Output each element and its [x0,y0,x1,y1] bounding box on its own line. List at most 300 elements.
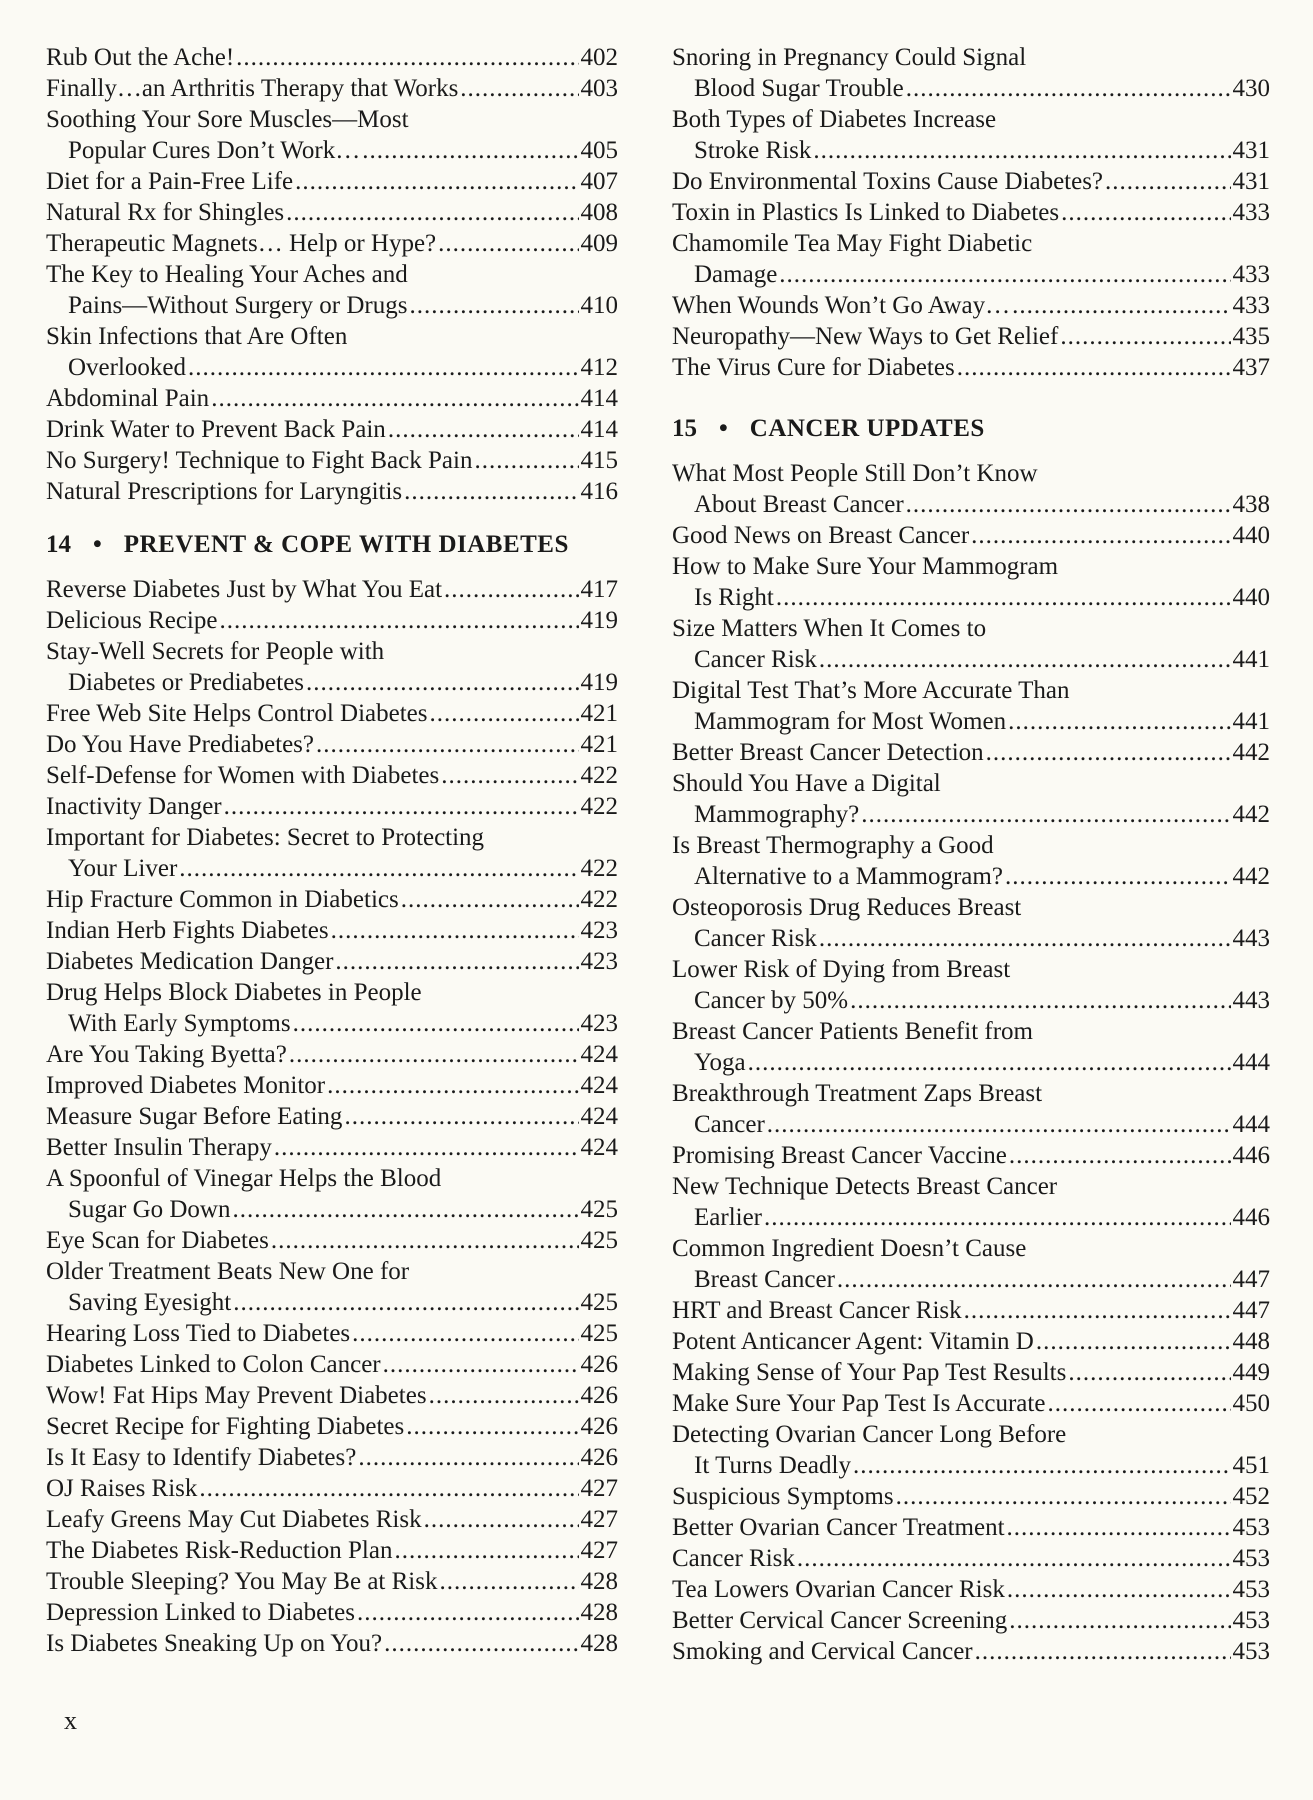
entry-title-line [46,1101,618,1132]
toc-entry [46,1256,618,1318]
dot-leader [388,414,579,445]
dot-leader [211,383,578,414]
entry-title-line [672,197,1270,228]
entry-title: Secret Recipe for Fighting Diabetes [46,1413,405,1440]
entry-title: Reverse Diabetes Just by What You Eat [46,576,443,603]
page-number: x [64,1706,77,1735]
dot-leader [1007,1512,1231,1543]
entry-title: OJ Raises Risk [46,1475,198,1502]
entry-title: Size Matters When It Comes to [672,615,987,642]
entry-title: Should You Have a Digital [672,770,941,797]
toc-entry [46,1411,618,1442]
dot-leader [1008,706,1230,737]
dot-leader [474,445,578,476]
chapter-number: 15 [672,415,697,442]
entry-title: Wow! Fat Hips May Prevent Diabetes [46,1382,427,1409]
toc-entry [672,1388,1270,1419]
entry-page-number: 446 [1232,1204,1270,1231]
toc-entry [672,290,1270,321]
entry-title: Hip Fracture Common in Diabetics [46,886,399,913]
entry-title: The Diabetes Risk-Reduction Plan [46,1537,393,1564]
entry-page-number: 433 [1232,292,1270,319]
entry-title-line [672,104,1270,135]
dot-leader [861,799,1230,830]
entry-page-number: 409 [580,230,618,257]
entry-title: Popular Cures Don’t Work… [68,137,361,164]
entry-page-number: 422 [580,762,618,789]
entry-page-number: 405 [580,137,618,164]
entry-page-number: 433 [1232,261,1270,288]
dot-leader [383,1349,579,1380]
entry-title: Is Breast Thermography a Good [672,832,994,859]
entry-page-number: 425 [580,1196,618,1223]
entry-title-line [672,321,1270,352]
entry-page-number: 437 [1232,354,1270,381]
entry-title-line [672,1171,1270,1202]
entry-title-line [672,1605,1270,1636]
entry-page-number: 424 [580,1103,618,1130]
entry-title-line [46,1318,618,1349]
entry-title-line [672,1574,1270,1605]
entry-title-line [672,166,1270,197]
entry-title-line [46,383,618,414]
dot-leader [199,1473,578,1504]
entry-title-continuation [672,861,1270,892]
chapter-title: CANCER UPDATES [749,415,985,442]
entry-title: Cancer by 50% [694,987,849,1014]
entry-page-number: 453 [1232,1638,1270,1665]
entry-title-continuation [672,644,1270,675]
toc-entry [46,636,618,698]
entry-page-number: 442 [1232,863,1270,890]
entry-title-line [46,1349,618,1380]
dot-leader [224,791,579,822]
entry-title-line [672,675,1270,706]
toc-entry [46,414,618,445]
entry-title: Earlier [694,1204,763,1231]
entry-title-continuation [672,582,1270,613]
toc-entry [46,1318,618,1349]
entry-title: Your Liver [68,855,178,882]
dot-leader [1061,197,1230,228]
chapter-heading-15 [672,413,1270,444]
entry-title-continuation [672,1047,1270,1078]
dot-leader [394,1535,578,1566]
dot-leader [819,644,1231,675]
toc-entry [672,892,1270,954]
entry-title-continuation [672,1109,1270,1140]
entry-page-number: 450 [1232,1390,1270,1417]
entry-title: Toxin in Plastics Is Linked to Diabetes [672,199,1060,226]
entry-page-number: 430 [1232,75,1270,102]
chapter-15-entries [672,458,1270,1667]
dot-leader [853,1450,1231,1481]
entry-page-number: 428 [580,1630,618,1657]
entry-title-line [46,1411,618,1442]
entry-title: Are You Taking Byetta? [46,1041,287,1068]
entry-page-number: 419 [580,669,618,696]
entry-title-line [46,1132,618,1163]
entry-page-number: 449 [1232,1359,1270,1386]
toc-entry [672,1140,1270,1171]
entry-title-line [672,1233,1270,1264]
entry-title: Therapeutic Magnets… Help or Hype? [46,230,437,257]
entry-title: Neuropathy—New Ways to Get Relief [672,323,1059,350]
entry-title-line [672,954,1270,985]
toc-entry [672,42,1270,104]
entry-title: Blood Sugar Trouble [694,75,904,102]
toc-entry [46,445,618,476]
entry-page-number: 447 [1232,1266,1270,1293]
entry-title-line [46,884,618,915]
entry-title: Free Web Site Helps Control Diabetes [46,700,428,727]
entry-title: Breast Cancer Patients Benefit from [672,1018,1033,1045]
entry-title: No Surgery! Technique to Fight Back Pain [46,447,473,474]
toc-entry [46,1101,618,1132]
entry-title: Is Diabetes Sneaking Up on You? [46,1630,383,1657]
entry-title-line [46,1256,618,1287]
toc-entry [672,1543,1270,1574]
entry-page-number: 442 [1232,801,1270,828]
entry-title: Hearing Loss Tied to Diabetes [46,1320,351,1347]
dot-leader [406,1411,578,1442]
entry-title: Cancer [694,1111,765,1138]
dot-leader [906,73,1231,104]
toc-entry [46,228,618,259]
entry-title: The Key to Healing Your Aches and [46,261,408,288]
dot-leader [1012,290,1230,321]
entry-page-number: 422 [580,793,618,820]
entry-title-line [672,352,1270,383]
dot-leader [779,259,1230,290]
dot-leader [233,1287,578,1318]
left-top-entries [46,42,618,507]
dot-leader [316,729,578,760]
entry-title-line [672,1419,1270,1450]
entry-title: Better Ovarian Cancer Treatment [672,1514,1005,1541]
entry-title: Tea Lowers Ovarian Cancer Risk [672,1576,1005,1603]
entry-title: Is Right [694,584,774,611]
dot-leader [401,884,579,915]
entry-title-continuation [46,667,618,698]
chapter-heading-14 [46,529,618,560]
entry-title-line [672,1326,1270,1357]
toc-entry [46,42,618,73]
toc-entry [672,352,1270,383]
entry-title: Better Cervical Cancer Screening [672,1607,1008,1634]
entry-page-number: 408 [580,199,618,226]
entry-title-line [46,445,618,476]
entry-page-number: 453 [1232,1607,1270,1634]
toc-entry [672,1574,1270,1605]
entry-title: Common Ingredient Doesn’t Cause [672,1235,1027,1262]
entry-title-line [46,636,618,667]
dot-leader [188,352,578,383]
dot-leader [1009,1140,1231,1171]
entry-title: Inactivity Danger [46,793,222,820]
entry-title: Rub Out the Ache! [46,44,235,71]
toc-entry [46,259,618,321]
entry-title-line [46,698,618,729]
entry-page-number: 425 [580,1227,618,1254]
toc-entry [672,166,1270,197]
dot-leader [293,1008,579,1039]
entry-page-number: 443 [1232,925,1270,952]
entry-title-continuation [672,73,1270,104]
entry-title: Damage [694,261,778,288]
toc-entry [672,1295,1270,1326]
entry-page-number: 428 [580,1599,618,1626]
entry-title: New Technique Detects Breast Cancer [672,1173,1058,1200]
toc-entry [672,1326,1270,1357]
entry-title-line [672,458,1270,489]
entry-title: Eye Scan for Diabetes [46,1227,269,1254]
chapter-bullet: • [93,531,102,558]
dot-leader [1036,1326,1231,1357]
entry-page-number: 443 [1232,987,1270,1014]
dot-leader [957,352,1231,383]
entry-title: Osteoporosis Drug Reduces Breast [672,894,1022,921]
entry-title: Snoring in Pregnancy Could Signal [672,44,1027,71]
dot-leader [179,853,578,884]
toc-entry [46,977,618,1039]
entry-title-line [46,1566,618,1597]
dot-leader [424,1504,579,1535]
toc-entry [672,675,1270,737]
entry-page-number: 427 [580,1537,618,1564]
entry-title-continuation [672,985,1270,1016]
entry-title-line [672,1512,1270,1543]
entry-title: Drink Water to Prevent Back Pain [46,416,386,443]
entry-title-continuation [672,923,1270,954]
toc-entry [46,1628,618,1659]
toc-entry [46,729,618,760]
entry-page-number: 441 [1232,708,1270,735]
entry-title-line [672,1481,1270,1512]
entry-title: Breakthrough Treatment Zaps Breast [672,1080,1043,1107]
entry-title: When Wounds Won’t Go Away… [672,292,1011,319]
entry-title: Potent Anticancer Agent: Vitamin D [672,1328,1034,1355]
entry-title: Alternative to a Mammogram? [694,863,1003,890]
entry-title: Good News on Breast Cancer [672,522,970,549]
entry-title-line [672,1295,1270,1326]
dot-leader [295,166,578,197]
entry-title-line [46,1070,618,1101]
toc-entry [672,1636,1270,1667]
dot-leader [971,520,1230,551]
entry-title-line [672,1388,1270,1419]
toc-entry [46,1132,618,1163]
entry-title-continuation [46,1008,618,1039]
entry-title-line [46,1442,618,1473]
toc-entry [672,737,1270,768]
dot-leader [236,42,578,73]
entry-title: The Virus Cure for Diabetes [672,354,955,381]
entry-page-number: 431 [1232,137,1270,164]
toc-entry [46,383,618,414]
dot-leader [344,1101,578,1132]
entry-title: Digital Test That’s More Accurate Than [672,677,1070,704]
entry-title-line [46,73,618,104]
entry-title: Both Types of Diabetes Increase [672,106,997,133]
entry-title: With Early Symptoms [68,1010,291,1037]
dot-leader [271,1225,579,1256]
entry-page-number: 423 [580,917,618,944]
entry-title-line [46,1380,618,1411]
entry-title: Stroke Risk [694,137,812,164]
dot-leader [748,1047,1231,1078]
dot-leader [274,1132,579,1163]
entry-title: Making Sense of Your Pap Test Results [672,1359,1067,1386]
entry-title-line [672,551,1270,582]
entry-title: Abdominal Pain [46,385,210,412]
dot-leader [219,605,578,636]
entry-title: Mammography? [694,801,860,828]
dot-leader [352,1318,578,1349]
toc-entry [46,760,618,791]
toc-entry [672,321,1270,352]
entry-page-number: 422 [580,855,618,882]
entry-title-line [46,760,618,791]
chapter-14-entries [46,574,618,1659]
entry-title-line [46,1163,618,1194]
entry-page-number: 423 [580,948,618,975]
entry-title-line [672,1016,1270,1047]
entry-title: It Turns Deadly [694,1452,851,1479]
dot-leader [289,1039,579,1070]
toc-entry [46,104,618,166]
entry-title-continuation [672,259,1270,290]
entry-title: Trouble Sleeping? You May Be at Risk [46,1568,438,1595]
entry-page-number: 453 [1232,1514,1270,1541]
entry-title-line [46,104,618,135]
entry-page-number: 452 [1232,1483,1270,1510]
toc-entry [46,1163,618,1225]
dot-leader [797,1543,1231,1574]
entry-title: Smoking and Cervical Cancer [672,1638,973,1665]
dot-leader [384,1628,578,1659]
entry-page-number: 435 [1232,323,1270,350]
entry-page-number: 427 [580,1475,618,1502]
entry-page-number: 447 [1232,1297,1270,1324]
toc-entry [46,946,618,977]
toc-entry [46,1380,618,1411]
entry-title: Breast Cancer [694,1266,835,1293]
entry-title: Older Treatment Beats New One for [46,1258,410,1285]
dot-leader [1060,321,1230,352]
toc-entry [672,104,1270,166]
toc-entry [672,954,1270,1016]
entry-title-line [46,791,618,822]
entry-title: Cancer Risk [672,1545,795,1572]
entry-page-number: 423 [580,1010,618,1037]
toc-entry [46,1473,618,1504]
entry-title: Diabetes Medication Danger [46,948,334,975]
entry-title: Better Breast Cancer Detection [672,739,984,766]
entry-page-number: 403 [580,75,618,102]
entry-page-number: 416 [580,478,618,505]
entry-title: Finally…an Arthritis Therapy that Works [46,75,459,102]
dot-leader [837,1264,1231,1295]
dot-leader [1068,1357,1230,1388]
left-column [46,42,618,1659]
dot-leader [335,946,578,977]
toc-entry [46,1442,618,1473]
dot-leader [813,135,1230,166]
entry-title-line [46,476,618,507]
toc-entry [672,1512,1270,1543]
dot-leader [404,476,578,507]
toc-entry [46,822,618,884]
entry-title: Self-Defense for Women with Diabetes [46,762,440,789]
dot-leader [1047,1388,1230,1419]
toc-entry [672,1357,1270,1388]
entry-page-number: 431 [1232,168,1270,195]
entry-title-line [672,228,1270,259]
entry-title-continuation [672,1202,1270,1233]
entry-title-line [46,1597,618,1628]
entry-title-line [672,737,1270,768]
entry-title-line [672,1140,1270,1171]
entry-title: Soothing Your Sore Muscles—Most [46,106,409,133]
dot-leader [1105,166,1230,197]
entry-page-number: 441 [1232,646,1270,673]
entry-title-line [46,321,618,352]
entry-title: Mammogram for Most Women [694,708,1007,735]
dot-leader [1005,861,1231,892]
entry-page-number: 428 [580,1568,618,1595]
dot-leader [975,1636,1231,1667]
entry-page-number: 444 [1232,1049,1270,1076]
entry-title-line [672,42,1270,73]
entry-title: Pains—Without Surgery or Drugs [68,292,408,319]
entry-title-continuation [46,290,618,321]
toc-entry [672,197,1270,228]
dot-leader [327,1070,578,1101]
entry-title-line [46,605,618,636]
entry-title: Diabetes or Prediabetes [68,669,305,696]
dot-leader [776,582,1231,613]
entry-title-continuation [672,799,1270,830]
dot-leader [1007,1574,1231,1605]
entry-title-line [46,1039,618,1070]
dot-leader [906,489,1231,520]
right-top-entries [672,42,1270,383]
entry-page-number: 415 [580,447,618,474]
toc-entry [672,228,1270,290]
entry-page-number: 414 [580,416,618,443]
dot-leader [429,1380,579,1411]
entry-title-line [46,1473,618,1504]
chapter-number: 14 [46,531,71,558]
dot-leader [1009,1605,1230,1636]
entry-title: Lower Risk of Dying from Breast [672,956,1011,983]
toc-entry [672,1605,1270,1636]
entry-page-number: 438 [1232,491,1270,518]
entry-title: Sugar Go Down [68,1196,231,1223]
entry-page-number: 424 [580,1072,618,1099]
entry-title-line [672,1078,1270,1109]
dot-leader [964,1295,1231,1326]
toc-entry [46,605,618,636]
entry-page-number: 412 [580,354,618,381]
toc-entry [672,1481,1270,1512]
toc-entry [672,1419,1270,1481]
entry-title: How to Make Sure Your Mammogram [672,553,1059,580]
toc-entry [46,1039,618,1070]
entry-title-line [46,574,618,605]
entry-title-line [672,1543,1270,1574]
